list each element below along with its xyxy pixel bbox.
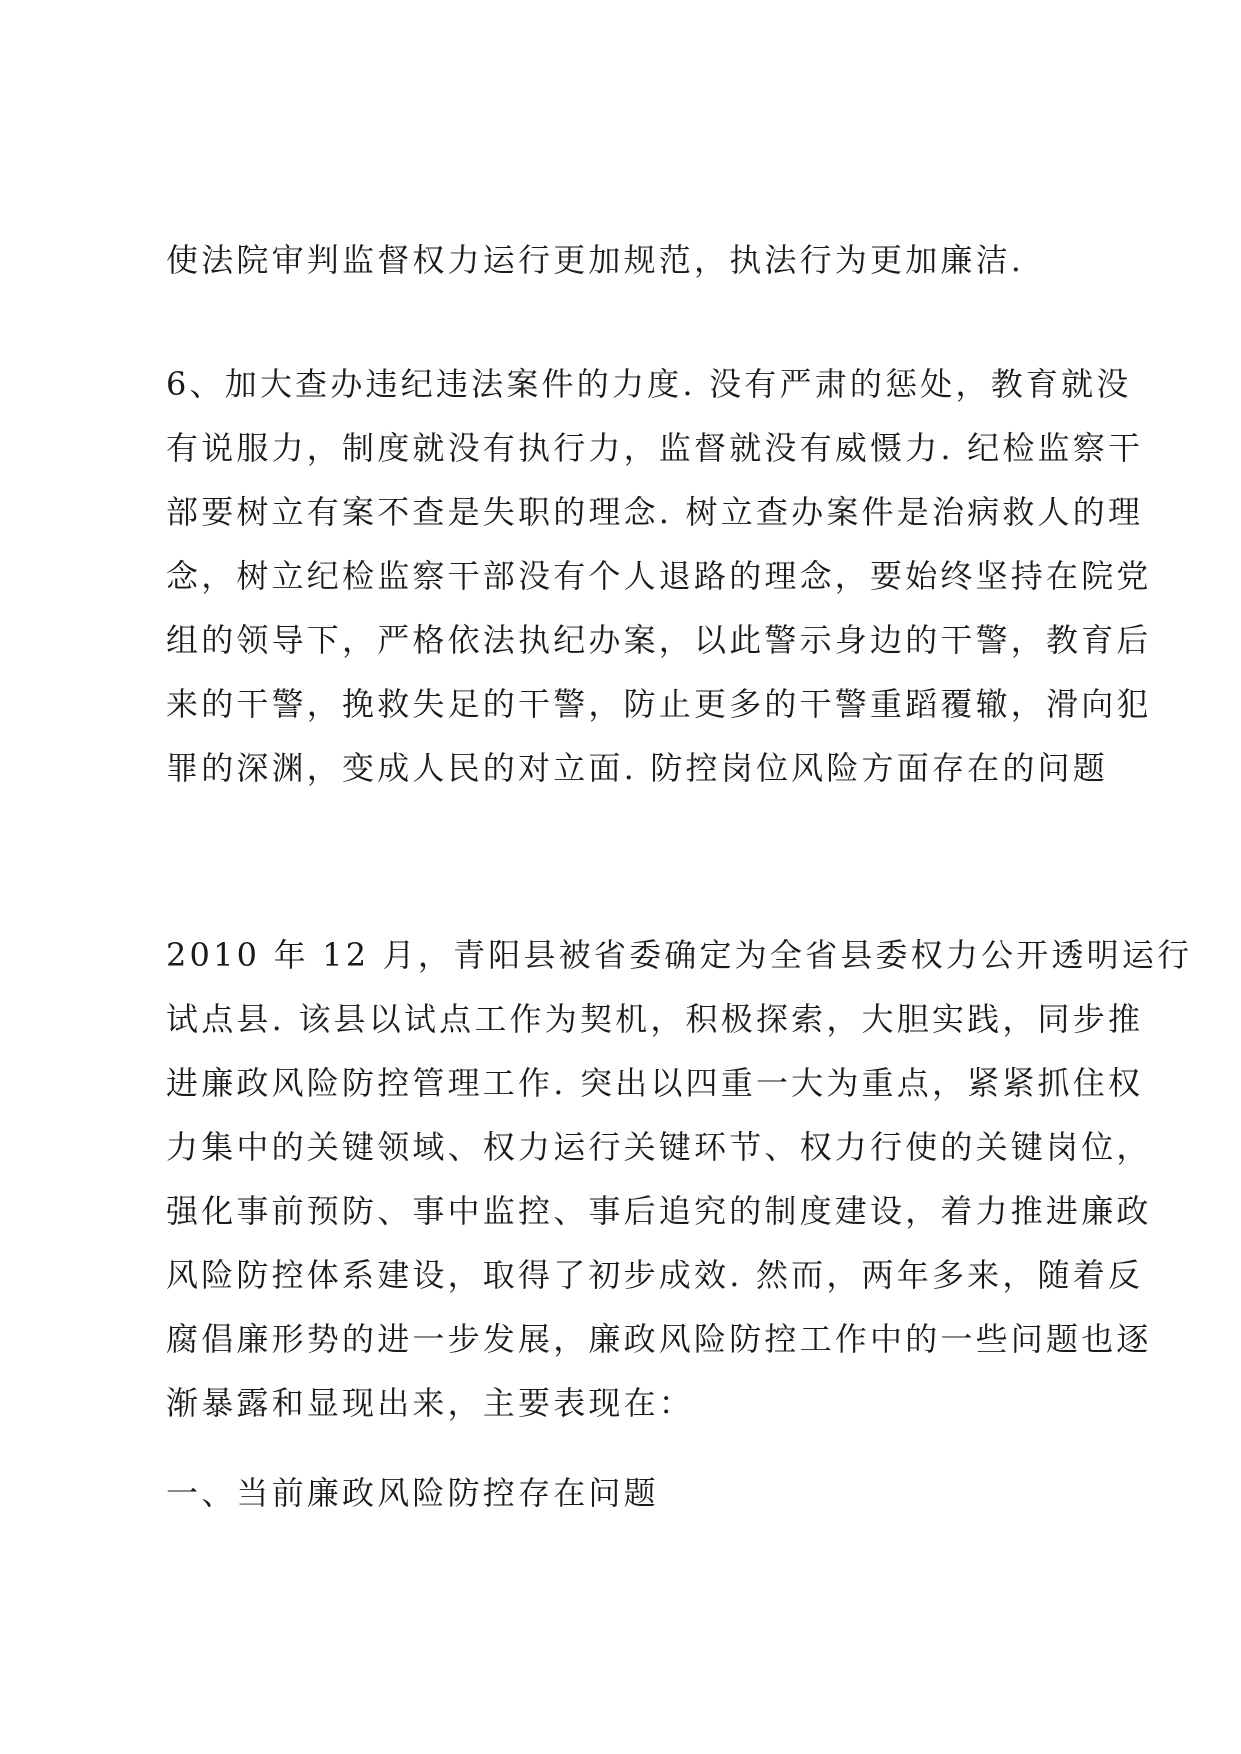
text-line: 强化事前预防、事中监控、事后追究的制度建设，着力推进廉政 (166, 1192, 1152, 1230)
text-line: 力集中的关键领域、权力运行关键环节、权力行使的关键岗位， (166, 1128, 1152, 1166)
text-line: 罪的深渊，变成人民的对立面. 防控岗位风险方面存在的问题 (166, 749, 1108, 787)
text-line: 组的领导下，严格依法执纪办案，以此警示身边的干警，教育后 (166, 621, 1152, 659)
paragraph-court-supervision (166, 228, 1096, 292)
text-line: 来的干警，挽救失足的干警，防止更多的干警重蹈覆辙，滑向犯 (166, 685, 1152, 723)
text-line: 腐倡廉形势的进一步发展，廉政风险防控工作中的一些问题也逐 (166, 1320, 1152, 1358)
text-line: 渐暴露和显现出来，主要表现在： (166, 1384, 695, 1422)
text-line: 一、当前廉政风险防控存在问题 (166, 1474, 659, 1512)
paragraph-qingyang-pilot (166, 923, 1193, 1435)
text-line: 念，树立纪检监察干部没有个人退路的理念，要始终坚持在院党 (166, 557, 1152, 595)
text-line: 6、加大查办违纪违法案件的力度. 没有严肃的惩处，教育就没 (166, 365, 1132, 403)
text-line: 风险防控体系建设，取得了初步成效. 然而，两年多来，随着反 (166, 1256, 1144, 1294)
text-line: 进廉政风险防控管理工作. 突出以四重一大为重点，紧紧抓住权 (166, 1064, 1144, 1102)
text-line: 试点县. 该县以试点工作为契机，积极探索，大胆实践，同步推 (166, 1000, 1144, 1038)
text-line: 使法院审判监督权力运行更加规范，执法行为更加廉洁. (166, 241, 1025, 279)
section-heading-current-problems (166, 1461, 1096, 1525)
text-line: 2010 年 12 月，青阳县被省委确定为全省县委权力公开透明运行 (166, 936, 1193, 974)
paragraph-case-investigation (166, 352, 1152, 800)
text-line: 部要树立有案不查是失职的理念. 树立查办案件是治病救人的理 (166, 493, 1144, 531)
text-line: 有说服力，制度就没有执行力，监督就没有威慑力. 纪检监察干 (166, 429, 1144, 467)
